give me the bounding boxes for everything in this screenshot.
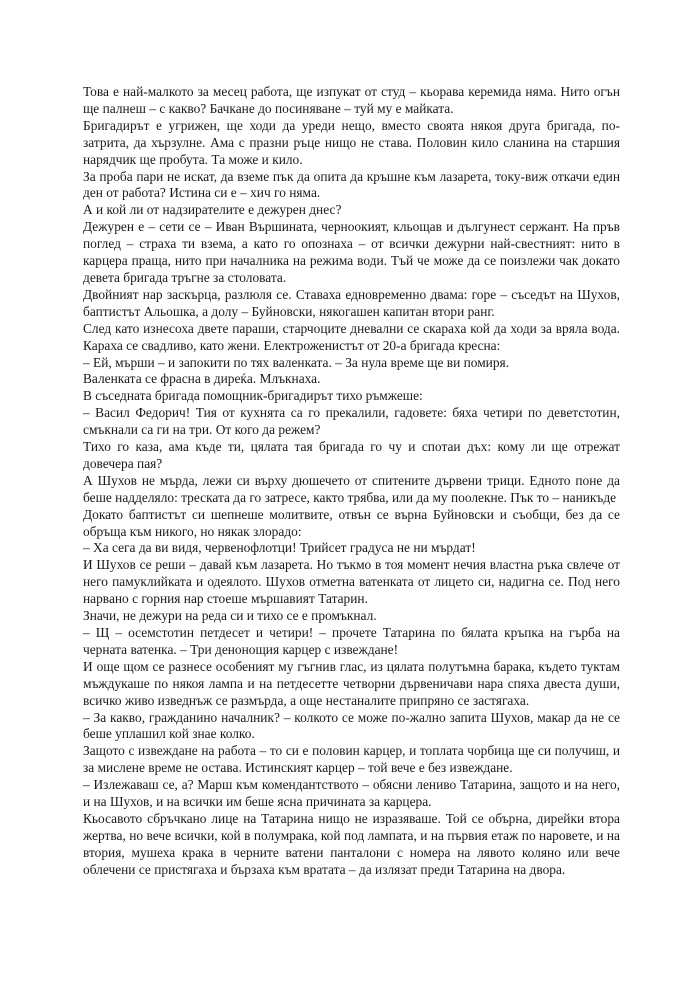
paragraph: – Ха сега да ви видя, червенофлотци! Трийсет градуса не ни мърдат!	[83, 540, 476, 556]
paragraph: След като изнесоха двете параши, старчоците дневални се скараха кой да ходи за вряла вода. Караха се свадливо, като жени. Електроженистът от 20-а бригада кресна:	[83, 320, 620, 353]
paragraph: Дежурен е – сети се – Иван Вършината, черноокият, кльощав и дългунест сержант. На пръв поглед – страха ти взема, а като го опознаха – от всички дежурни най-свестният: нито в карцера праща, нито при началника на режима води. Тъй че може да се поизлежи чак докато девета бригада тръгне за столовата.	[83, 219, 620, 285]
paragraph: А и кой ли от надзирателите е дежурен днес?	[83, 202, 342, 218]
paragraph: – За какво, гражданино началник? – колкото се може по-жално запита Шухов, макар да не се беше уплашил кой знае колко.	[83, 709, 620, 742]
paragraph: – Излежаваш се, а? Марш към комендантството – обясни лениво Татарина, защото и на него, и на Шухов, и на всички им беше ясна причината за карцера.	[83, 777, 620, 810]
paragraph: Докато баптистът си шепнеше молитвите, отвън се върна Буйновски и съобщи, без да се обръща към никого, но някак злорадо:	[83, 506, 620, 539]
document-page	[83, 84, 620, 879]
paragraph: – Ей, мърши – и запокити по тях валенката. – За нула време ще ви помиря.	[83, 354, 510, 370]
paragraph: – Щ – осемстотин петдесет и четири! – прочете Татарина по бялата кръпка на гърба на черната ватенка. – Три денонощия карцер с извеждане!	[83, 625, 620, 657]
paragraph: Кьосавото сбръчкано лице на Татарина нищо не изразяваше. Той се обърна, дирейки втора жертва, но вече всички, кой в полумрака, кой под лампата, и на първия етаж по наровете, и на втория, мушеха крака в черните ватени панталони с номера на лявото коляно или вече облечени се пристягаха и бързаха към вратата – да излязат преди Татарина на двора.	[83, 810, 620, 877]
paragraph: За проба пари не искат, да вземе пък да опита да кръшне към лазарета, току-виж откачи един ден от работа? Истина си е – хич го няма.	[83, 168, 620, 201]
paragraph: Тихо го каза, ама къде ти, цялата тая бригада го чу и спотаи дъх: кому ли ще отрежат довечера пая?	[83, 439, 620, 471]
paragraph: В съседната бригада помощник-бригадирът тихо ръмжеше:	[83, 388, 423, 404]
paragraph: Това е най-малкото за месец работа, ще изпукат от студ – кьорава керемида няма. Нито огън ще палнеш – с какво? Бачкане до посиняване – туй му е майката.	[83, 84, 620, 116]
paragraph: Защото с извеждане на работа – то си е половин карцер, и топлата чорбица ще си получиш, и за мислене време не остава. Истинският карцер – той вече е без извеждане.	[83, 743, 620, 776]
paragraph: А Шухов не мърда, лежи си върху дюшечето от спитените дървени трици. Едното поне да беше надделяло: треската да го затресе, както трябва, или да му поолекне. Пък то – наникъде	[83, 472, 620, 505]
paragraph: Двойният нар заскърца, разлюля се. Ставаха едновременно двама: горе – съседът на Шухов, баптистът Альошка, а долу – Буйновски, някогашен капитан втори ранг.	[83, 286, 620, 319]
paragraph: Валенката се фрасна в диреќа. Млъкнаха.	[83, 371, 321, 387]
paragraph: Бригадирът е угрижен, ще ходи да уреди нещо, вместо своята някоя друга бригада, по-затрита, да хързулне. Ама с празни ръце нищо не става. Половин кило сланина на старшия нарядчик ще пробута. Та може и кило.	[83, 117, 620, 167]
paragraph: Значи, не дежури на реда си и тихо се е промъкнал.	[83, 608, 377, 624]
paragraph: И Шухов се реши – давай към лазарета. Но тъкмо в тоя момент нечия властна ръка свлече от него памуклийката и одеялото. Шухов отметна ватенката от лицето си, надигна се. Под него нарвано с горния нар стоеше мършавият Татарин.	[83, 557, 620, 607]
paragraph: – Васил Федорич! Тия от кухнята са го прекалили, гадовете: бяха четири по деветстотин, смъкнали са ги на три. От кого да режем?	[83, 405, 620, 438]
paragraph: И още щом се разнесе особеният му гъгнив глас, из цялата полутъмна барака, където туктам мъждукаше по някоя лампа и на петдесетте четворни дървеничави нара спяха двеста души, всичко живо изведнъж се размърда, а още нестаналите припряно се застягаха.	[83, 658, 620, 708]
